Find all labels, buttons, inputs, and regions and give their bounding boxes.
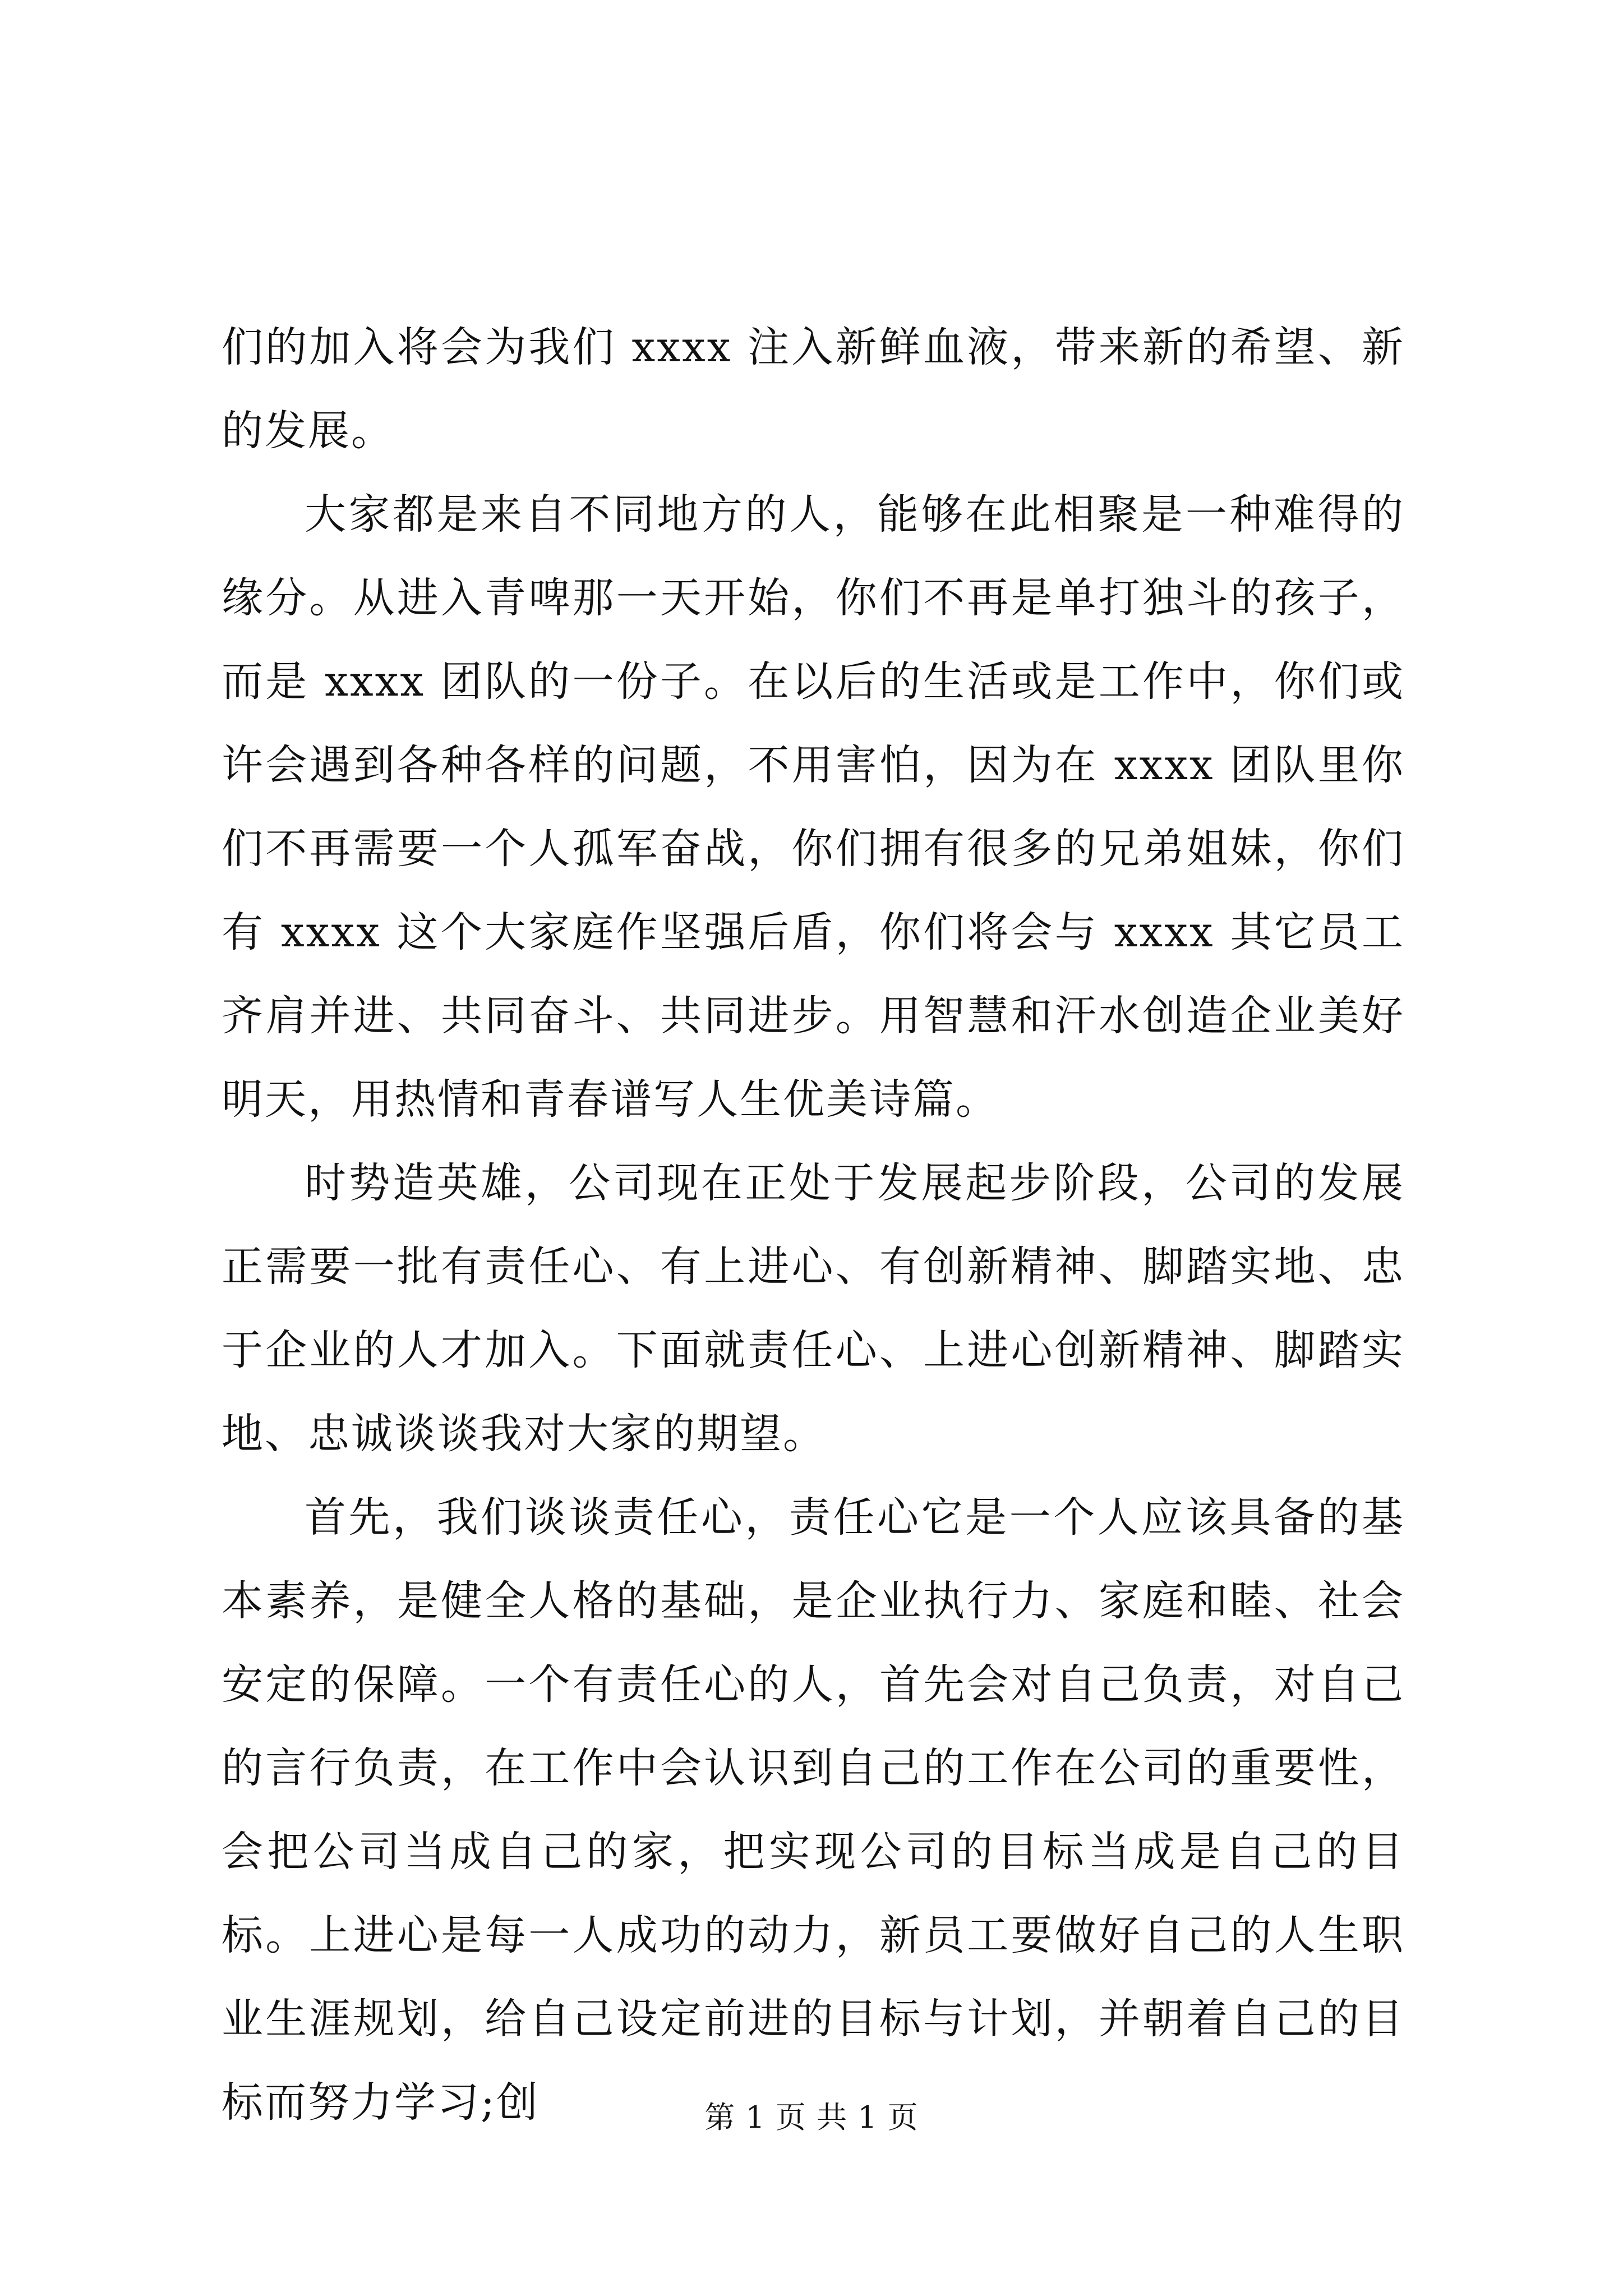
paragraph-4: 首先，我们谈谈责任心，责任心它是一个人应该具备的基本素养，是健全人格的基础，是企业执行力、家庭和睦、社会安定的保障。一个有责任心的人，首先会对自己负责，对自己的言行负责，在工作中会认识到自己的工作在公司的重要性，会把公司当成自己的家，把实现公司的目标当成是自己的目标。上进心是每一人成功的动力，新员工要做好自己的人生职业生涯规划，给自己设定前进的目标与计划，并朝着自己的目标而努力学习;创 bbox=[222, 1493, 1405, 2127]
paragraph-1: 们的加入将会为我们 xxxx 注入新鲜血液，带来新的希望、新的发展。 bbox=[222, 323, 1405, 455]
paragraph-3: 时势造英雄，公司现在正处于发展起步阶段，公司的发展正需要一批有责任心、有上进心、有创新精神、脚踏实地、忠于企业的人才加入。下面就责任心、上进心创新精神、脚踏实地、忠诚谈谈我对大家的期望。 bbox=[222, 1159, 1405, 1458]
document-body bbox=[222, 306, 1405, 2145]
paragraph-2: 大家都是来自不同地方的人，能够在此相聚是一种难得的缘分。从进入青啤那一天开始，你们不再是单打独斗的孩子，而是 xxxx 团队的一份子。在以后的生活或是工作中，你们或许会遇到各种各样的问题，不用害怕，因为在 xxxx 团队里你们不再需要一个人孤军奋战，你们拥有很多的兄弟姐妹，你们有 xxxx 这个大家庭作坚强后盾，你们将会与 xxxx 其它员工齐肩并进、共同奋斗、共同进步。用智慧和汗水创造企业美好明天，用热情和青春谱写人生优美诗篇。 bbox=[222, 490, 1405, 1124]
page-footer: 第 1 页 共 1 页 bbox=[704, 2100, 919, 2135]
